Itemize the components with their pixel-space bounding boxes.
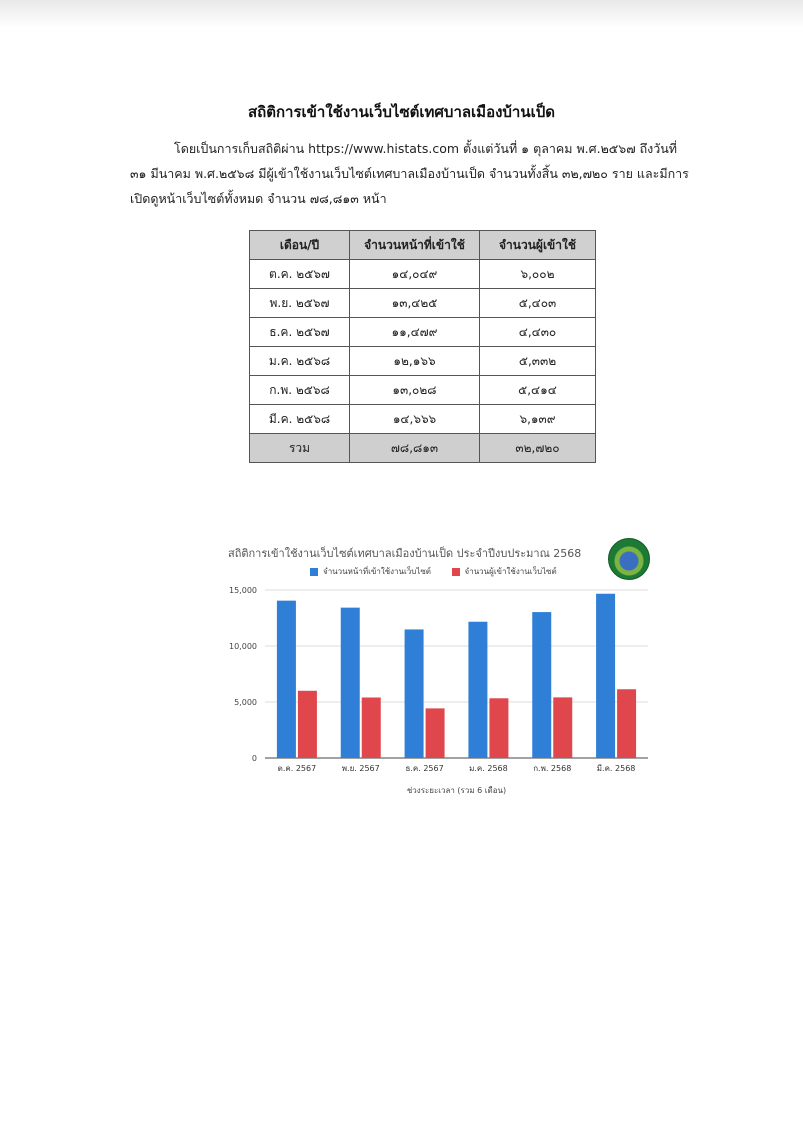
- bar-pageviews: [277, 601, 296, 758]
- cell-pageviews: ๑๒,๑๖๖: [350, 347, 480, 376]
- x-tick-label: ต.ค. 2567: [277, 764, 317, 773]
- legend-swatch: [452, 568, 460, 576]
- cell-month: พ.ย. ๒๕๖๗: [250, 289, 350, 318]
- header-visitors: จำนวนผู้เข้าใช้: [480, 231, 596, 260]
- cell-visitors: ๕,๔๐๓: [480, 289, 596, 318]
- x-tick-label: ก.พ. 2568: [533, 764, 572, 773]
- x-tick-label: พ.ย. 2567: [341, 764, 380, 773]
- intro-line: โดยเป็นการเก็บสถิติผ่าน https://www.histats.com ตั้งแต่วันที่ ๑ ตุลาคม พ.ศ.๒๕๖๗ ถึงวันที่: [174, 141, 678, 156]
- header-month: เดือน/ปี: [250, 231, 350, 260]
- total-pageviews: ๗๘,๘๑๓: [350, 434, 480, 463]
- x-tick-label: ธ.ค. 2567: [405, 764, 444, 773]
- bar-visitors: [426, 708, 445, 758]
- y-tick-label: 15,000: [229, 586, 257, 595]
- legend-swatch: [310, 568, 318, 576]
- table-row: [250, 260, 596, 289]
- cell-month: ธ.ค. ๒๕๖๗: [250, 318, 350, 347]
- table-total-row: [250, 434, 596, 463]
- bar-visitors: [489, 698, 508, 758]
- bar-pageviews: [405, 629, 424, 758]
- cell-pageviews: ๑๔,๐๔๙: [350, 260, 480, 289]
- table-row: [250, 405, 596, 434]
- cell-month: มี.ค. ๒๕๖๘: [250, 405, 350, 434]
- cell-pageviews: ๑๓,๔๒๕: [350, 289, 480, 318]
- chart-title: สถิติการเข้าใช้งานเว็บไซต์เทศบาลเมืองบ้านเป็ด ประจำปีงบประมาณ 2568: [228, 547, 582, 560]
- legend-label: จำนวนหน้าที่เข้าใช้งานเว็บไซต์: [323, 567, 431, 576]
- table-row: [250, 289, 596, 318]
- legend-label: จำนวนผู้เข้าใช้งานเว็บไซต์: [464, 567, 557, 576]
- scan-edge: [0, 0, 803, 28]
- page-title: สถิติการเข้าใช้งานเว็บไซต์เทศบาลเมืองบ้านเป็ด: [248, 103, 555, 121]
- legend-item: [310, 565, 431, 578]
- chart-legend: [310, 565, 575, 578]
- bar-visitors: [617, 689, 636, 758]
- y-tick-label: 5,000: [234, 698, 257, 707]
- municipality-logo: [608, 538, 650, 580]
- intro-line: เปิดดูหน้าเว็บไซต์ทั้งหมด จำนวน ๗๘,๘๑๓ หน้า: [130, 191, 387, 206]
- legend-item: [452, 565, 557, 578]
- cell-month: ต.ค. ๒๕๖๗: [250, 260, 350, 289]
- intro-paragraph: [130, 136, 730, 211]
- bar-visitors: [362, 697, 381, 758]
- chart-plot: [220, 580, 660, 810]
- y-tick-label: 10,000: [229, 642, 257, 651]
- cell-visitors: ๖,๑๓๙: [480, 405, 596, 434]
- cell-month: ม.ค. ๒๕๖๘: [250, 347, 350, 376]
- cell-pageviews: ๑๔,๖๖๖: [350, 405, 480, 434]
- bar-pageviews: [532, 612, 551, 758]
- cell-visitors: ๕,๔๑๔: [480, 376, 596, 405]
- bar-pageviews: [596, 594, 615, 758]
- cell-pageviews: ๑๑,๔๗๙: [350, 318, 480, 347]
- x-tick-label: ม.ค. 2568: [469, 764, 508, 773]
- cell-visitors: ๔,๔๓๐: [480, 318, 596, 347]
- table-row: [250, 318, 596, 347]
- bar-pageviews: [468, 622, 487, 758]
- cell-visitors: ๕,๓๓๒: [480, 347, 596, 376]
- y-tick-label: 0: [251, 754, 257, 763]
- total-label: รวม: [250, 434, 350, 463]
- x-tick-label: มี.ค. 2568: [596, 764, 636, 773]
- header-pageviews: จำนวนหน้าที่เข้าใช้: [350, 231, 480, 260]
- intro-line: ๓๑ มีนาคม พ.ศ.๒๕๖๘ มีผู้เข้าใช้งานเว็บไซต์เทศบาลเมืองบ้านเป็ด จำนวนทั้งสิ้น ๓๒,๗๒๐ ราย และมีการ: [130, 166, 689, 181]
- total-visitors: ๓๒,๗๒๐: [480, 434, 596, 463]
- bar-visitors: [553, 697, 572, 758]
- x-axis-label: ช่วงระยะเวลา (รวม 6 เดือน): [406, 786, 507, 795]
- bar-pageviews: [341, 608, 360, 758]
- table-row: [250, 347, 596, 376]
- stats-table: [249, 230, 596, 463]
- cell-visitors: ๖,๐๐๒: [480, 260, 596, 289]
- bar-visitors: [298, 691, 317, 758]
- cell-month: ก.พ. ๒๕๖๘: [250, 376, 350, 405]
- table-header-row: [250, 231, 596, 260]
- cell-pageviews: ๑๓,๐๒๘: [350, 376, 480, 405]
- table-row: [250, 376, 596, 405]
- bar-chart: [220, 530, 660, 810]
